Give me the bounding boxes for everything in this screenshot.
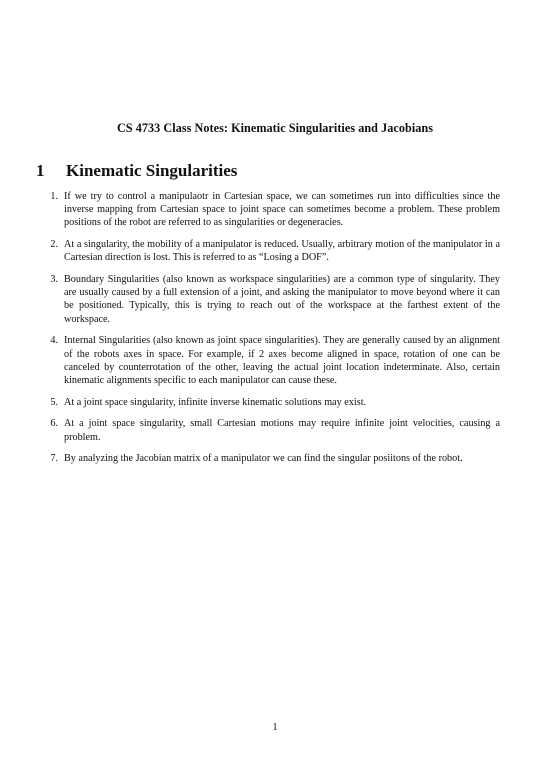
list-item [40,452,500,465]
document-title: CS 4733 Class Notes: Kinematic Singularities and Jacobians [116,121,434,135]
list-item [40,417,500,443]
list-item [40,273,500,326]
list-item-text: If we try to control a manipulaotr in Cartesian space, we can sometimes run into difficulties since the inverse mapping from Cartesian space to joint space can sometimes become a problem. These problem positions of the robot are referred to as singularities or degeneracies. [64,191,500,229]
list-item-text: By analyzing the Jacobian matrix of a manipulator we can find the singular posiitons of the robot. [64,453,463,465]
section-title: Kinematic Singularities [66,161,238,180]
list-item-text: Internal Singularities (also known as joint space singularities). They are generally caused by an alignment of the robots axes in space. For example, if 2 axes become aligned in space, rotation of one can be canceled by counterrotation of the other, leaving the actual joint location indeterminate. Also, certain kinematic alignments specific to each manipulator can cause these. [64,335,500,386]
list-item-number: 7. [50,453,58,465]
list-item-number: 2. [50,239,58,251]
list-item-text: At a joint space singularity, infinite inverse kinematic solutions may exist. [64,396,367,408]
numbered-list [40,190,500,474]
page-number: 1 [272,722,278,733]
list-item-text: Boundary Singularities (also known as workspace singularities) are a common type of singularity. They are usually caused by a full extension of a joint, and asking the manipulator to move beyond where it can be positioned. Typically, this is trying to reach out of the workspace at the farthest extent of the workspace. [64,274,500,325]
section-number: 1 [36,161,45,180]
list-item-number: 4. [50,335,58,347]
list-item [40,190,500,230]
list-item-text: At a singularity, the mobility of a manipulator is reduced. Usually, arbitrary motion of the manipulator in a Cartesian direction is lost. This is referred to as “Losing a DOF”. [64,239,500,264]
list-item-number: 3. [50,274,58,286]
list-item [40,334,500,387]
list-item-text: At a joint space singularity, small Cartesian motions may require infinite joint velocities, causing a problem. [64,418,500,443]
list-item-number: 5. [50,396,58,408]
section-heading [36,160,237,182]
list-item [40,238,500,264]
list-item-number: 6. [50,418,58,430]
list-item [40,396,500,409]
list-item-number: 1. [50,191,58,202]
